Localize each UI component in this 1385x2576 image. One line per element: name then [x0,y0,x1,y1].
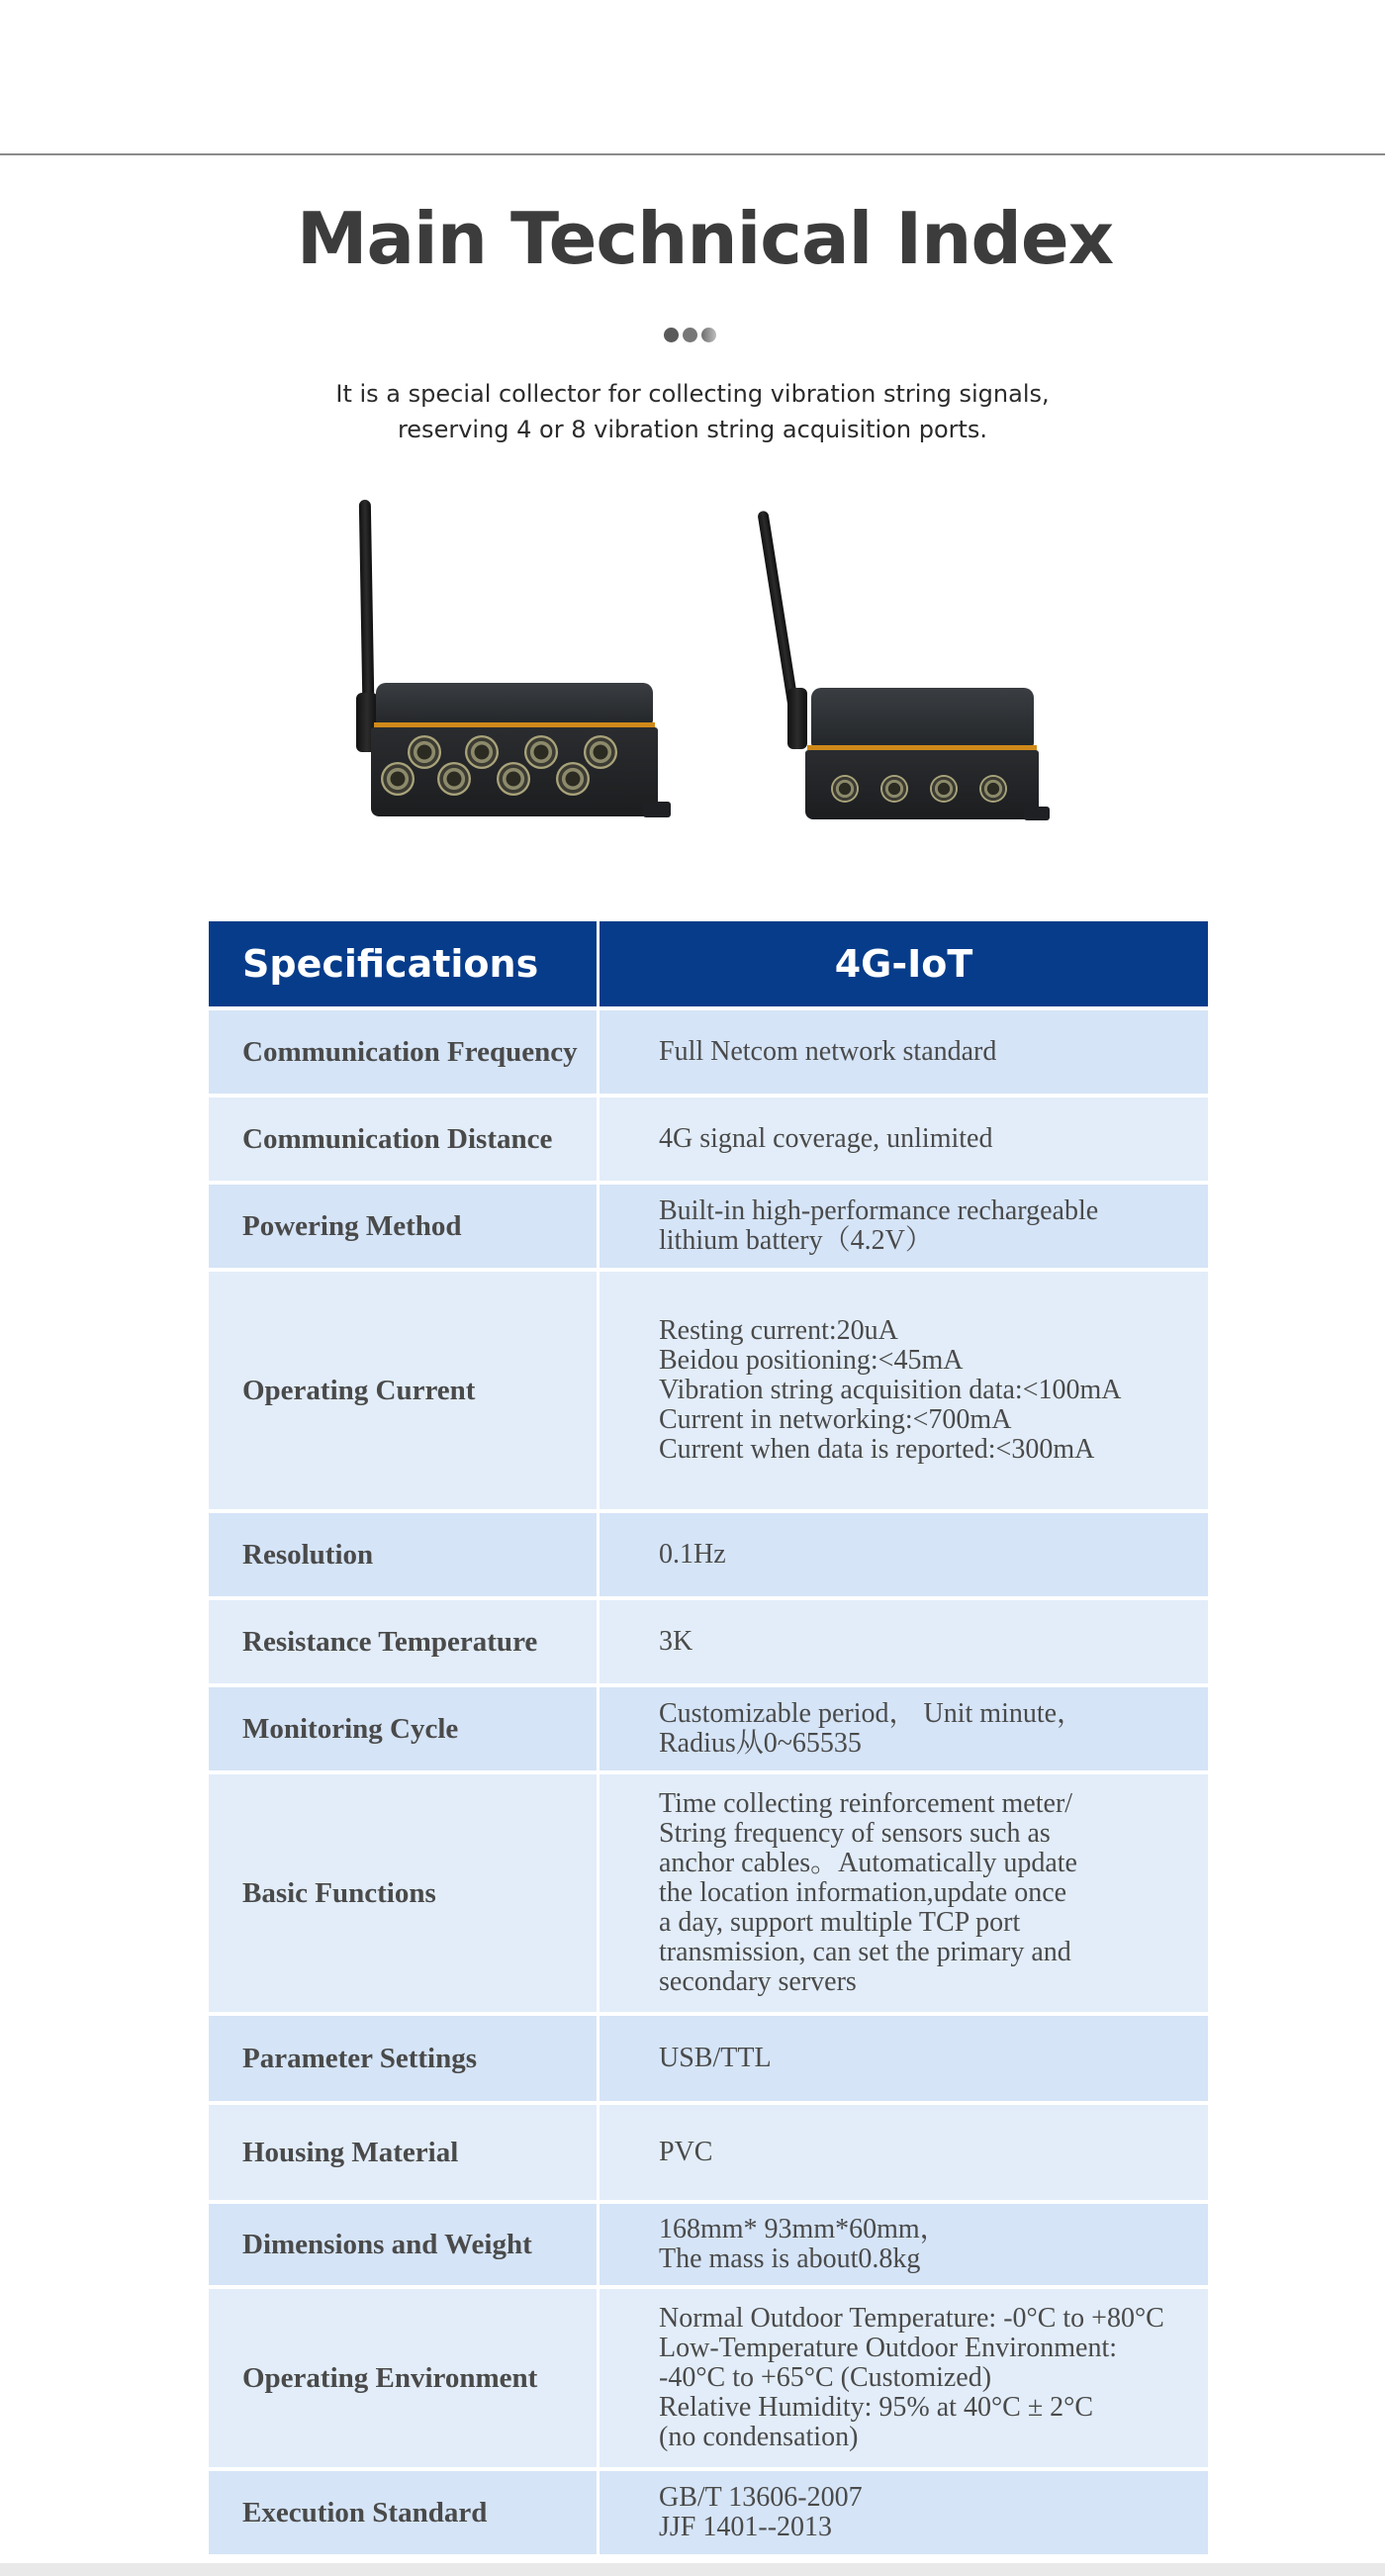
spec-label: Communication Frequency [209,1010,600,1097]
device-foot [643,802,671,817]
header-specifications: Specifications [209,921,600,1010]
spec-value-line: PVC [659,2137,713,2167]
spec-value-line: String frequency of sensors such as [659,1818,1051,1849]
table-row [209,2289,1208,2471]
spec-label: Powering Method [209,1185,600,1272]
port-connector [465,735,499,769]
spec-value-line: a day, support multiple TCP port [659,1907,1021,1938]
spec-value [600,2016,1208,2105]
spec-label: Basic Functions [209,1774,600,2016]
spec-value [600,1010,1208,1097]
spec-value [600,2105,1208,2204]
spec-value-line: Radius从0~65535 [659,1728,862,1759]
spec-value-line: lithium battery（4.2V） [659,1225,933,1256]
device-lid [376,683,653,724]
spec-value [600,2471,1208,2558]
spec-value-line: 168mm* 93mm*60mm， [659,2214,948,2244]
port-connector [556,762,590,796]
page-title: Main Technical Index [296,197,1114,280]
spec-value-line: Resting current:20uA [659,1315,898,1346]
spec-value-line: anchor cables。Automatically update [659,1848,1077,1878]
spec-value-line: The mass is about0.8kg [659,2243,921,2274]
table-row [209,2204,1208,2289]
port-connector [880,775,908,803]
spec-value [600,2289,1208,2471]
port-connector [831,775,859,803]
table-row [209,2016,1208,2105]
table-row [209,1687,1208,1774]
spec-value [600,1097,1208,1185]
spec-value [600,1774,1208,2016]
decorative-dots [664,328,723,343]
bottom-strip [0,2563,1385,2576]
spec-value-line: Full Netcom network standard [659,1036,997,1067]
table-row [209,1010,1208,1097]
spec-value-line: Vibration string acquisition data:<100mA [659,1375,1122,1405]
spec-value [600,1687,1208,1774]
spec-value [600,1185,1208,1272]
table-row [209,1272,1208,1513]
spec-value-line: USB/TTL [659,2043,772,2073]
spec-value [600,1600,1208,1687]
spec-value [600,1513,1208,1600]
intro-line: It is a special collector for collecting vibration string signals, [335,380,1050,408]
spec-label: Monitoring Cycle [209,1687,600,1774]
specifications-table [209,921,1208,2558]
dot-icon [664,328,679,342]
device-foot [1024,807,1050,820]
spec-label: Operating Environment [209,2289,600,2471]
dot-icon [701,328,716,342]
port-connector [524,735,558,769]
table-row [209,1774,1208,2016]
spec-value-line: the location information,update once [659,1877,1067,1908]
spec-value-line: -40°C to +65°C (Customized) [659,2362,992,2393]
header-model: 4G-IoT [600,921,1208,1010]
spec-value-line: Normal Outdoor Temperature: -0°C to +80°C [659,2303,1164,2334]
spec-value-line: Relative Humidity: 95% at 40°C ± 2°C [659,2392,1094,2423]
table-row [209,1097,1208,1185]
spec-value [600,2204,1208,2289]
spec-value-line: GB/T 13606-2007 [659,2482,863,2513]
table-row [209,1513,1208,1600]
spec-value-line: 4G signal coverage, unlimited [659,1123,993,1154]
table-row [209,2471,1208,2558]
product-image-4-port [762,510,1059,831]
port-connector [497,762,530,796]
dot-icon [683,328,697,342]
device-lid [811,688,1034,747]
spec-value-line: (no condensation) [659,2422,859,2452]
spec-value-line: transmission, can set the primary and [659,1937,1071,1967]
antenna-base [787,688,807,749]
spec-label: Housing Material [209,2105,600,2204]
port-connector [437,762,471,796]
top-divider [0,153,1385,155]
port-connector [979,775,1007,803]
spec-label: Operating Current [209,1272,600,1513]
spec-label: Execution Standard [209,2471,600,2558]
spec-label: Resolution [209,1513,600,1600]
spec-value-line: Built-in high-performance rechargeable [659,1195,1099,1226]
spec-value-line: Time collecting reinforcement meter/ [659,1788,1073,1819]
table-row [209,1185,1208,1272]
spec-value-line: Low-Temperature Outdoor Environment: [659,2333,1118,2363]
spec-value-line: 3K [659,1626,693,1657]
spec-value-line: Current in networking:<700mA [659,1404,1012,1435]
port-connector [381,762,415,796]
spec-label: Dimensions and Weight [209,2204,600,2289]
product-image-8-port [346,500,673,826]
spec-value-line: Customizable period， Unit minute， [659,1698,1085,1729]
spec-label: Communication Distance [209,1097,600,1185]
spec-value-line: 0.1Hz [659,1539,726,1570]
spec-label: Parameter Settings [209,2016,600,2105]
spec-value-line: secondary servers [659,1966,857,1997]
intro-line: reserving 4 or 8 vibration string acquisition ports. [397,416,988,443]
spec-label: Resistance Temperature [209,1600,600,1687]
spec-value-line: Beidou positioning:<45mA [659,1345,964,1376]
table-row [209,2105,1208,2204]
port-connector [584,735,617,769]
port-connector [930,775,958,803]
spec-value-line: Current when data is reported:<300mA [659,1434,1095,1465]
spec-value [600,1272,1208,1513]
table-row [209,1600,1208,1687]
spec-value-line: JJF 1401--2013 [659,2512,833,2542]
table-header-row [209,921,1208,1010]
intro-text [0,376,1385,447]
port-connector [408,735,441,769]
